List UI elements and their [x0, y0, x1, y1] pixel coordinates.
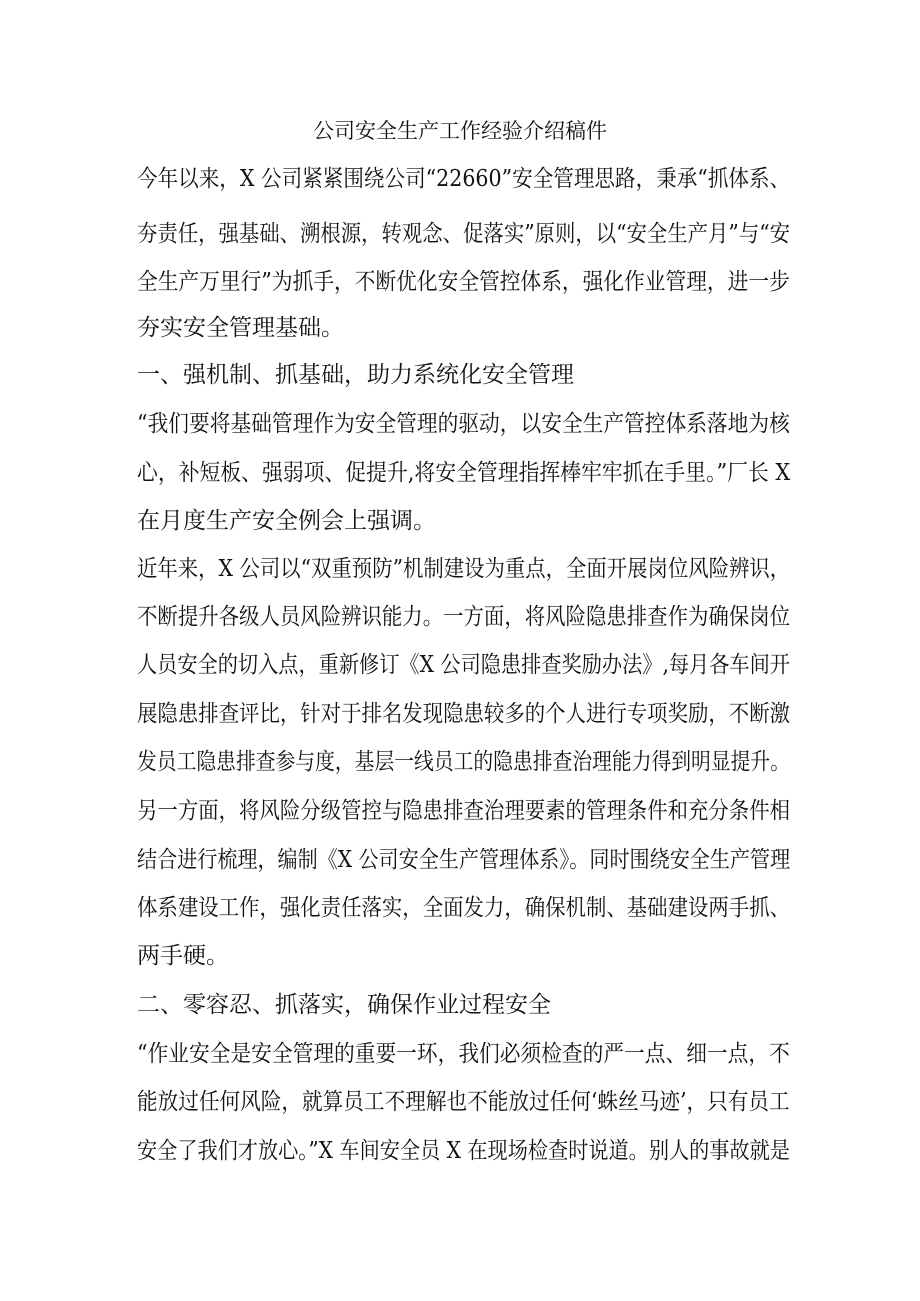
- text-line: 在月度生产安全例会上强调。: [137, 508, 436, 534]
- document-title: 公司安全生产工作经验介绍稿件: [313, 119, 607, 143]
- text-line: 两手硬。: [137, 943, 229, 969]
- text-line: 另一方面，将风险分级管控与隐患排查治理要素的管理条件和充分条件相: [137, 798, 790, 824]
- text-line: 夯实安全管理基础。: [137, 315, 344, 341]
- text-line: 展隐患排查评比，针对于排名发现隐患较多的个人进行专项奖励，不断激: [137, 701, 790, 727]
- text-line: 发员工隐患排查参与度，基层一线员工的隐患排查治理能力得到明显提升。: [137, 749, 790, 775]
- text-line: 结合进行梳理，编制《X 公司安全生产管理体系》。同时围绕安全生产管理: [137, 847, 791, 873]
- text-line: 能放过任何风险，就算员工不理解也不能放过任何‘蛛丝马迹’，只有员工: [137, 1089, 790, 1115]
- text-line: “作业安全是安全管理的重要一环，我们必须检查的严一点、细一点，不: [137, 1041, 790, 1067]
- text-line: “我们要将基础管理作为安全管理的驱动，以安全生产管控体系落地为核: [137, 411, 790, 437]
- text-line: 今年以来，X 公司紧紧围绕公司“22660”安全管理思路，秉承“抓体系、: [137, 166, 791, 192]
- text-line: 人员安全的切入点，重新修订《X 公司隐患排查奖励办法》,每月各车间开: [137, 652, 790, 678]
- text-line: 不断提升各级人员风险辨识能力。一方面，将风险隐患排查作为确保岗位: [137, 604, 790, 630]
- section-heading: 一、强机制、抓基础，助力系统化安全管理: [137, 362, 574, 388]
- text-line: 夯责任，强基础、溯根源，转观念、促落实”原则，以“安全生产月”与“安: [137, 221, 791, 247]
- text-line: 心，补短板、强弱项、促提升,将安全管理指挥棒牢牢抓在手里。”厂长 X: [137, 460, 791, 486]
- text-line: 安全了我们才放心。”X 车间安全员 X 在现场检查时说道。别人的事故就是: [137, 1138, 790, 1164]
- section-heading: 二、零容忍、抓落实，确保作业过程安全: [137, 992, 551, 1018]
- text-line: 体系建设工作，强化责任落实，全面发力，确保机制、基础建设两手抓、: [137, 895, 790, 921]
- text-line: 全生产万里行”为抓手，不断优化安全管控体系，强化作业管理，进一步: [137, 269, 790, 295]
- text-line: 近年来，X 公司以“双重预防”机制建设为重点，全面开展岗位风险辨识，: [137, 556, 791, 582]
